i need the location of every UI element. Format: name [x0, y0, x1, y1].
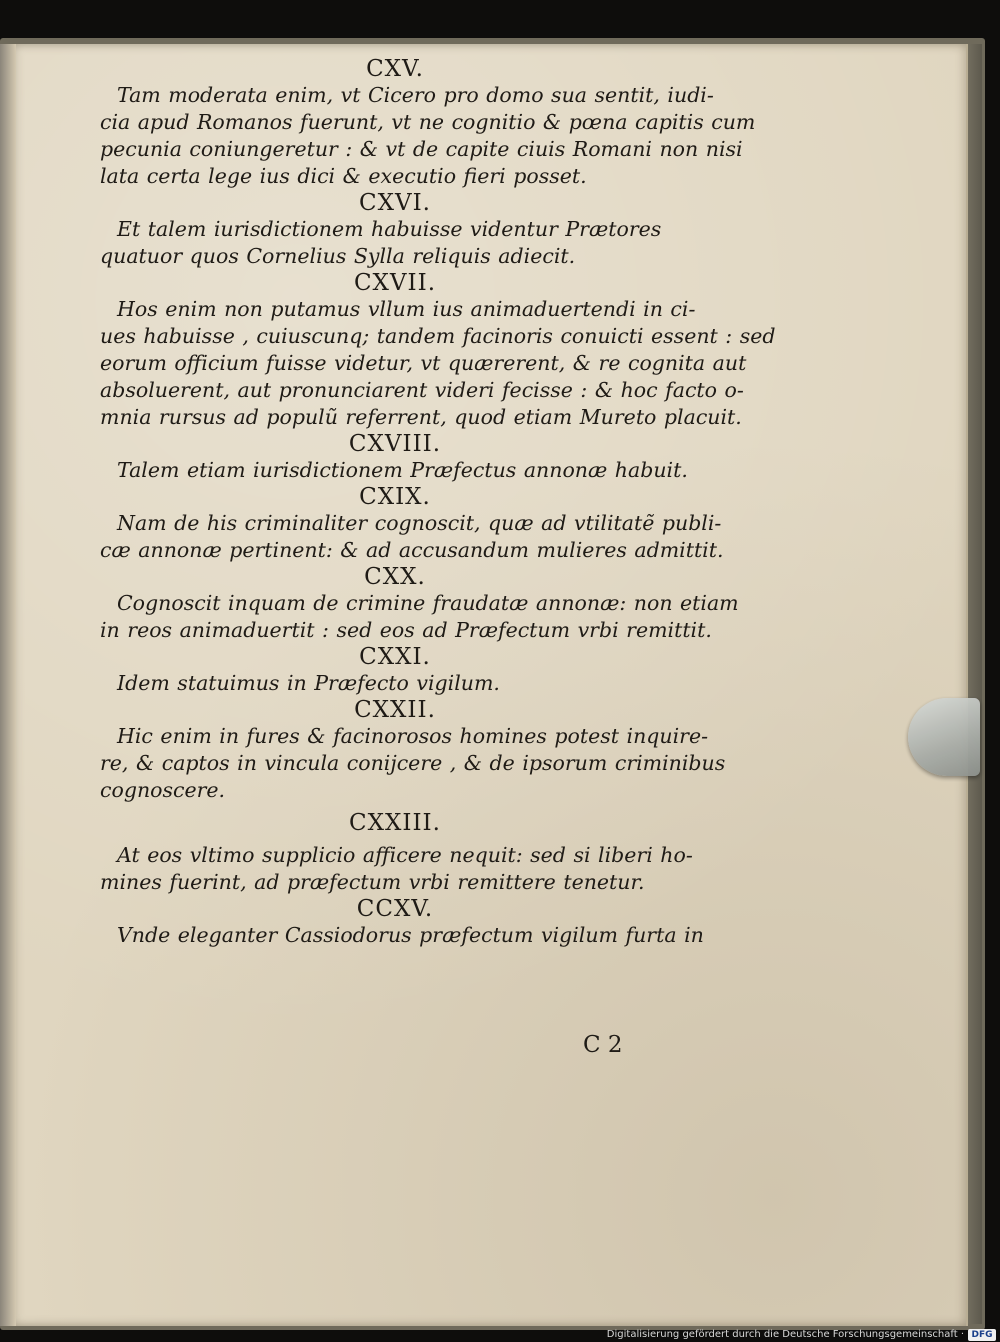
text-line: mines fuerint, ad præfectum vrbi remittere tenetur.: [100, 870, 645, 894]
page-text-block: [100, 56, 776, 949]
section-cxx: [100, 564, 739, 644]
text-line: in reos animaduertit : sed eos ad Præfectum vrbi remittit.: [100, 618, 712, 642]
section-numeral: CCXV.: [356, 896, 434, 922]
section-numeral: CXXII.: [354, 697, 436, 723]
section-paragraph: [100, 842, 700, 896]
section-paragraph: [100, 216, 700, 270]
section-numeral: CXX.: [364, 564, 426, 590]
section-numeral: CXVI.: [359, 190, 431, 216]
dfg-logo: DFG: [968, 1329, 996, 1341]
section-cxv: [100, 56, 756, 190]
text-line: eorum officium fuisse videtur, vt quærerent, & re cognita aut: [100, 351, 747, 375]
section-cxviii: [100, 431, 700, 484]
section-cxxi: [100, 644, 700, 697]
text-line: Cognoscit inquam de crimine fraudatæ annonæ: non etiam: [117, 591, 739, 615]
section-cxvi: [100, 190, 700, 270]
section-paragraph: [100, 723, 726, 804]
text-line: Idem statuimus in Præfecto vigilum.: [117, 671, 500, 695]
text-line: Hic enim in fures & facinorosos homines potest inquire-: [117, 724, 709, 748]
page-gutter-shadow: [0, 44, 16, 1326]
text-line: Nam de his criminaliter cognoscit, quæ ad vtilitatẽ publi-: [117, 511, 722, 535]
text-line: cæ annonæ pertinent: & ad accusandum mulieres admittit.: [100, 538, 724, 562]
text-line: cia apud Romanos fuerunt, vt ne cognitio & pœna capitis cum: [100, 110, 756, 134]
text-line: pecunia coniungeretur : & vt de capite ciuis Romani non nisi: [100, 137, 743, 161]
text-line: ues habuisse , cuiuscunq; tandem facinoris conuicti essent : sed: [100, 324, 776, 348]
text-line: cognoscere.: [100, 778, 226, 802]
section-numeral: CXIX.: [359, 484, 431, 510]
section-paragraph: [100, 590, 739, 644]
page-clip: [908, 698, 980, 776]
section-numeral: CXXI.: [359, 644, 431, 670]
section-cxix: [100, 484, 724, 564]
text-line: At eos vltimo supplicio afficere nequit: sed si liberi ho-: [117, 843, 693, 867]
section-ccxv: [100, 896, 704, 949]
section-numeral: CXXIII.: [349, 810, 441, 836]
section-cxxiii: [100, 810, 700, 896]
section-paragraph: [100, 670, 700, 697]
section-paragraph: [100, 296, 776, 431]
text-line: quatuor quos Cornelius Sylla reliquis adiecit.: [100, 244, 576, 268]
text-line: Tam moderata enim, vt Cicero pro domo sua sentit, iudi-: [117, 83, 714, 107]
signature-mark: C 2: [583, 1032, 623, 1058]
section-paragraph: [100, 922, 704, 949]
text-line: lata certa lege ius dici & executio fieri posset.: [100, 164, 587, 188]
section-cxxii: [100, 697, 726, 804]
section-numeral: CXVII.: [353, 270, 437, 296]
text-line: re, & captos in vincula conijcere , & de ipsorum criminibus: [100, 751, 726, 775]
text-line: Et talem iurisdictionem habuisse videntur Prætores: [117, 217, 662, 241]
section-paragraph: [100, 510, 724, 564]
text-line: Vnde eleganter Cassiodorus præfectum vigilum furta in: [117, 923, 704, 947]
section-numeral: CXVIII.: [348, 431, 442, 457]
section-paragraph: [100, 82, 756, 190]
text-line: mnia rursus ad populũ referrent, quod etiam Mureto placuit.: [100, 405, 742, 429]
section-numeral: CXV.: [366, 56, 424, 82]
text-line: Talem etiam iurisdictionem Præfectus annonæ habuit.: [117, 458, 688, 482]
section-paragraph: [100, 457, 700, 484]
text-line: Hos enim non putamus vllum ius animaduertendi in ci-: [117, 297, 696, 321]
text-line: absoluerent, aut pronunciarent videri fecisse : & hoc facto o-: [100, 378, 744, 402]
section-cxvii: [100, 270, 776, 431]
digitization-credit: Digitalisierung gefördert durch die Deutsche Forschungsgemeinschaft ·: [606, 1329, 964, 1340]
